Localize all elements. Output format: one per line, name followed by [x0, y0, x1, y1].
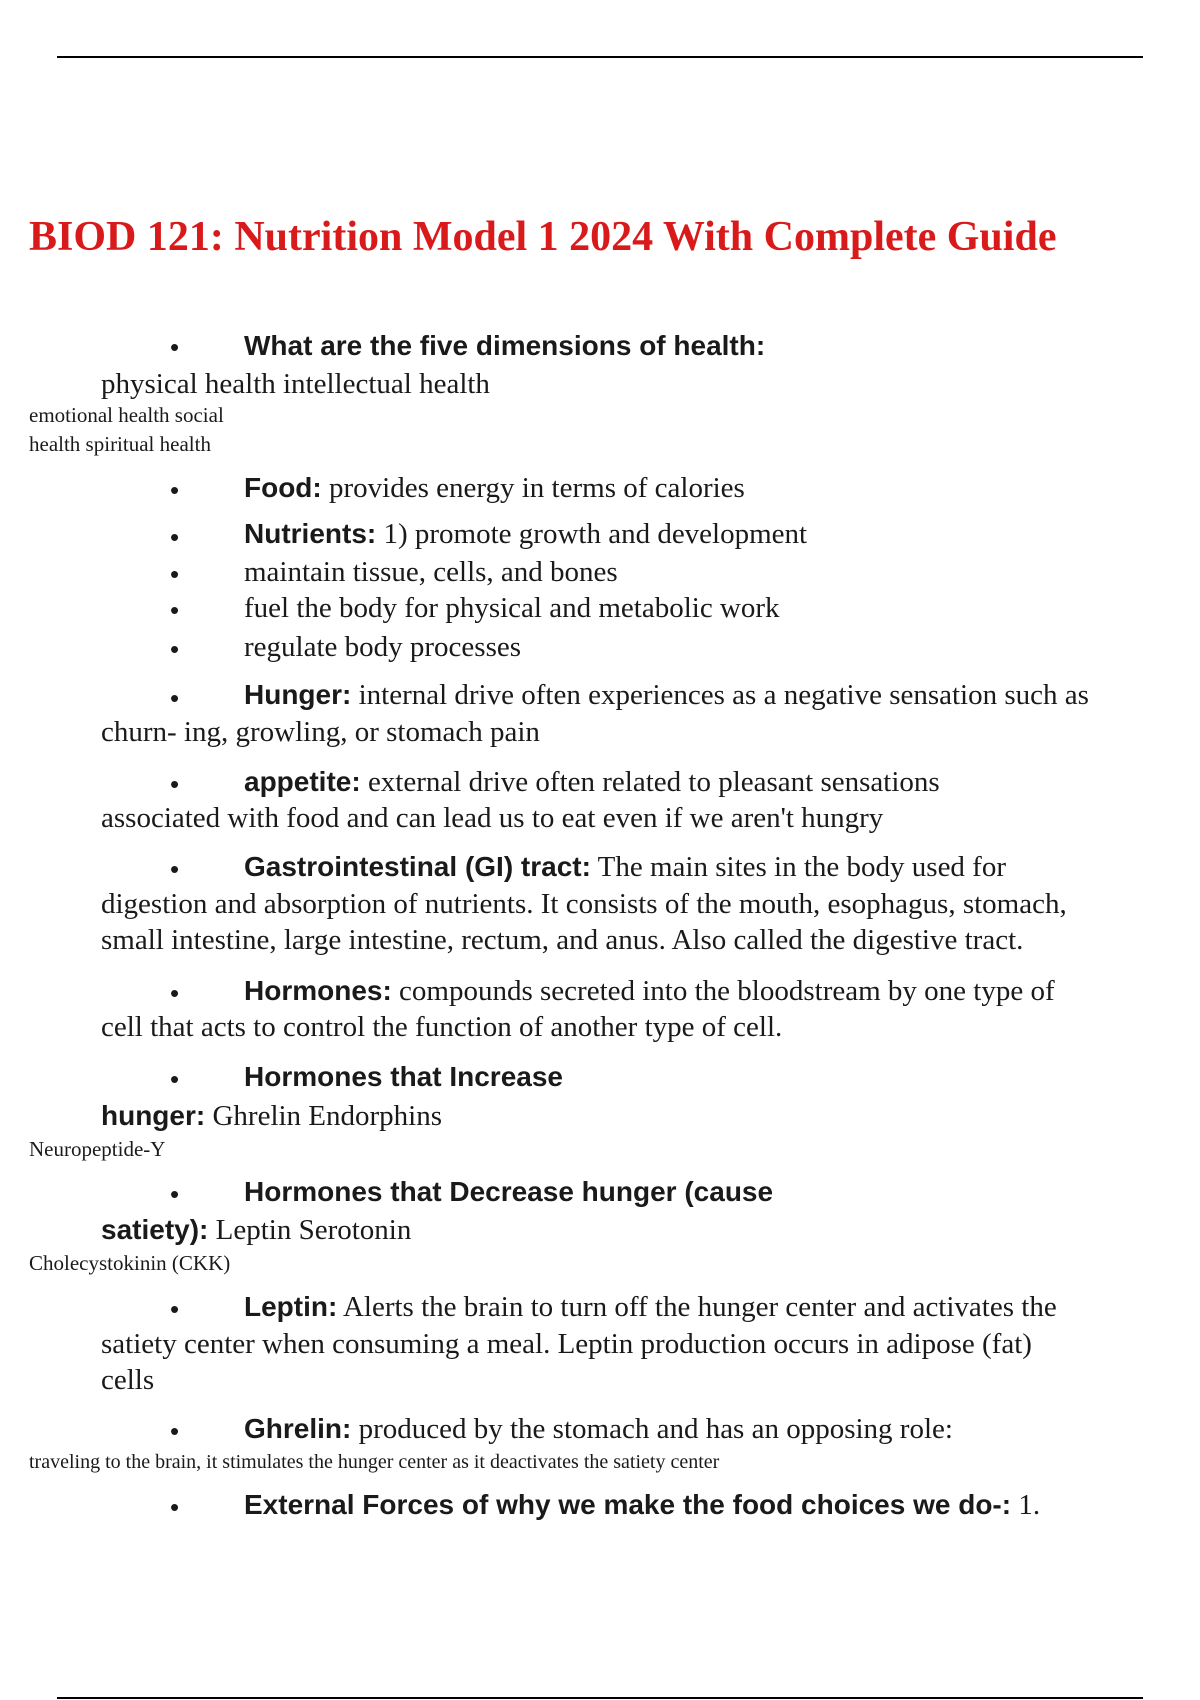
- leptin-item: [244, 1290, 1057, 1325]
- nutrients-sub-3: regulate body processes: [244, 631, 522, 663]
- decrease-heading: [244, 1175, 773, 1210]
- appetite-term: appetite:: [244, 766, 361, 797]
- increase-text-2: Ghrelin Endorphins: [205, 1100, 443, 1132]
- bottom-rule: [57, 1697, 1143, 1699]
- hormones-text: compounds secreted into the bloodstream by one type of: [391, 975, 1055, 1007]
- dimensions-line-3: emotional health social: [29, 403, 224, 427]
- decrease-text-2: Leptin Serotonin: [208, 1214, 412, 1246]
- bullet-decrease: •: [170, 1179, 180, 1209]
- leptin-line-3: cells: [101, 1364, 155, 1396]
- document-title: BIOD 121: Nutrition Model 1 2024 With Complete Guide: [29, 214, 1057, 260]
- decrease-line-3: Cholecystokinin (CKK): [29, 1251, 231, 1275]
- hunger-line-2: churn- ing, growling, or stomach pain: [101, 716, 540, 748]
- bullet-nutrients: •: [170, 522, 180, 552]
- bullet-external: •: [170, 1492, 180, 1522]
- hunger-term: Hunger:: [244, 679, 352, 710]
- external-item: [244, 1488, 1040, 1523]
- gi-tract-text: The main sites in the body used for: [590, 851, 1006, 883]
- food-item: [244, 471, 745, 506]
- leptin-text: Alerts the brain to turn off the hunger center and activates the: [337, 1291, 1057, 1323]
- bullet-gi-tract: •: [170, 854, 180, 884]
- dimensions-term: What are the five dimensions of health:: [244, 330, 766, 361]
- ghrelin-line-2: traveling to the brain, it stimulates the hunger center as it deactivates the satiety center: [29, 1451, 720, 1473]
- bullet-leptin: •: [170, 1294, 180, 1324]
- dimensions-question: [244, 329, 765, 364]
- decrease-term-2: satiety):: [101, 1214, 209, 1245]
- bullet-hormones: •: [170, 978, 180, 1008]
- food-term: Food:: [244, 472, 322, 503]
- gi-tract-term: Gastrointestinal (GI) tract:: [244, 851, 591, 882]
- gi-tract-line-2: digestion and absorption of nutrients. It consists of the mouth, esophagus, stomach,: [101, 888, 1067, 920]
- ghrelin-text: produced by the stomach and has an opposing role:: [351, 1413, 953, 1445]
- decrease-term: Hormones that Decrease hunger (cause: [244, 1176, 774, 1207]
- hunger-item: [244, 678, 1089, 713]
- external-term: External Forces of why we make the food choices we do-:: [244, 1489, 1012, 1520]
- bullet-appetite: •: [170, 769, 180, 799]
- increase-line-2: [101, 1099, 442, 1134]
- bullet-nutrients-sub2: •: [170, 595, 180, 625]
- bullet-food: •: [170, 475, 180, 505]
- hormones-item: [244, 974, 1055, 1009]
- nutrients-item: [244, 517, 807, 552]
- external-text: 1.: [1011, 1489, 1041, 1521]
- bullet-dimensions: •: [170, 332, 180, 362]
- dimensions-line-4: health spiritual health: [29, 432, 211, 456]
- increase-term-2: hunger:: [101, 1100, 206, 1131]
- hormones-term: Hormones:: [244, 975, 392, 1006]
- bullet-increase: •: [170, 1064, 180, 1094]
- dimensions-line-2: physical health intellectual health: [101, 368, 490, 400]
- bullet-ghrelin: •: [170, 1416, 180, 1446]
- increase-line-3: Neuropeptide-Y: [29, 1137, 166, 1161]
- ghrelin-item: [244, 1412, 953, 1447]
- leptin-term: Leptin:: [244, 1291, 338, 1322]
- nutrients-term: Nutrients:: [244, 518, 377, 549]
- hunger-text: internal drive often experiences as a negative sensation such as: [351, 679, 1089, 711]
- appetite-line-2: associated with food and can lead us to eat even if we aren't hungry: [101, 802, 884, 834]
- food-text: provides energy in terms of calories: [321, 472, 745, 504]
- nutrients-text: 1) promote growth and development: [376, 518, 808, 550]
- increase-term: Hormones that Increase: [244, 1061, 563, 1092]
- gi-tract-item: [244, 850, 1006, 885]
- nutrients-sub-2: fuel the body for physical and metabolic work: [244, 592, 780, 624]
- increase-heading: [244, 1060, 563, 1095]
- leptin-line-2: satiety center when consuming a meal. Leptin production occurs in adipose (fat): [101, 1328, 1032, 1360]
- gi-tract-line-3: small intestine, large intestine, rectum, and anus. Also called the digestive tract.: [101, 924, 1024, 956]
- ghrelin-term: Ghrelin:: [244, 1413, 352, 1444]
- bullet-hunger: •: [170, 683, 180, 713]
- nutrients-sub-1: maintain tissue, cells, and bones: [244, 556, 618, 588]
- appetite-text: external drive often related to pleasant sensations: [360, 766, 940, 798]
- top-rule: [57, 56, 1143, 58]
- bullet-nutrients-sub1: •: [170, 559, 180, 589]
- appetite-item: [244, 765, 940, 800]
- decrease-line-2: [101, 1213, 411, 1248]
- bullet-nutrients-sub3: •: [170, 634, 180, 664]
- hormones-line-2: cell that acts to control the function of another type of cell.: [101, 1011, 783, 1043]
